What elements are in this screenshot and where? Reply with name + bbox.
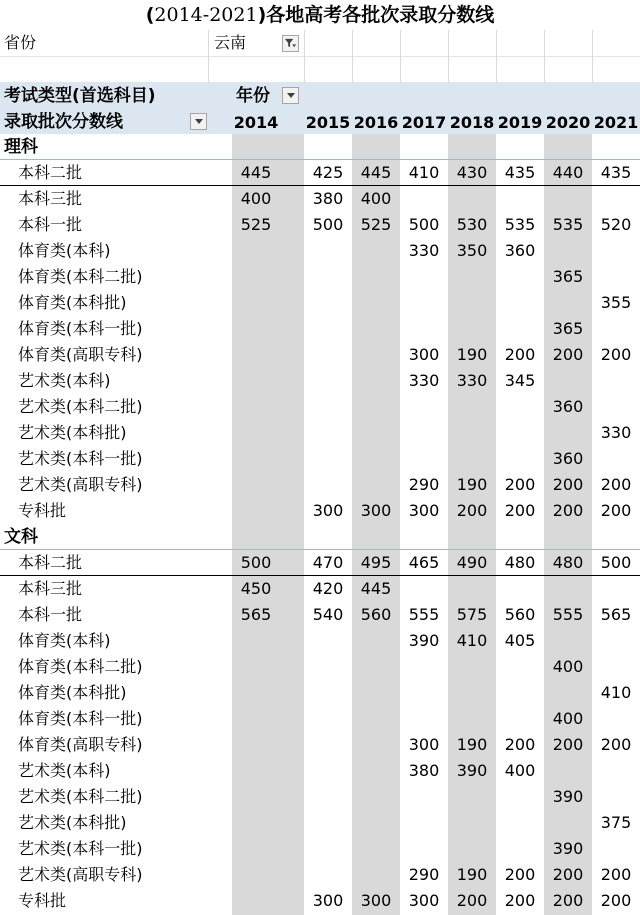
row-label: 艺术类(本科二批) <box>18 787 143 806</box>
row-label: 艺术类(本科一批) <box>18 839 143 858</box>
row-label: 本科三批 <box>18 189 83 208</box>
value-cell: 360 <box>504 241 536 260</box>
value-cell: 450 <box>240 579 272 598</box>
row-label: 艺术类(本科批) <box>18 423 127 442</box>
gridline <box>496 30 497 82</box>
value-cell: 480 <box>552 553 584 572</box>
value-cell: 390 <box>456 761 488 780</box>
value-cell: 200 <box>504 475 536 494</box>
row-label: 艺术类(高职专科) <box>18 865 143 884</box>
year-header-2016: 2016 <box>353 113 399 132</box>
gridline <box>208 30 209 82</box>
value-cell: 445 <box>360 579 392 598</box>
value-cell: 410 <box>456 631 488 650</box>
value-cell: 400 <box>240 189 272 208</box>
gridline <box>448 30 449 82</box>
value-cell: 200 <box>504 345 536 364</box>
value-cell: 200 <box>600 891 632 910</box>
year-column-shade <box>232 134 304 915</box>
column-field-header: 年份 <box>236 86 270 106</box>
value-cell: 355 <box>600 293 632 312</box>
value-cell: 200 <box>552 345 584 364</box>
value-cell: 330 <box>456 371 488 390</box>
row-label: 艺术类(本科二批) <box>18 397 143 416</box>
value-cell: 390 <box>408 631 440 650</box>
value-cell: 300 <box>312 891 344 910</box>
value-cell: 200 <box>456 501 488 520</box>
title-years: 2014-2021 <box>154 4 258 26</box>
value-cell: 410 <box>600 683 632 702</box>
value-cell: 375 <box>600 813 632 832</box>
gridline <box>304 30 305 82</box>
value-cell: 330 <box>600 423 632 442</box>
value-cell: 300 <box>408 501 440 520</box>
chevron-down-icon <box>287 93 295 98</box>
value-cell: 300 <box>408 345 440 364</box>
group-header-0: 理科 <box>4 137 38 157</box>
year-header-2015: 2015 <box>305 113 351 132</box>
value-cell: 565 <box>240 605 272 624</box>
value-cell: 200 <box>552 735 584 754</box>
batch-filter-dropdown[interactable] <box>190 113 207 130</box>
value-cell: 200 <box>552 865 584 884</box>
value-cell: 330 <box>408 371 440 390</box>
gridline <box>544 30 545 82</box>
value-cell: 290 <box>408 475 440 494</box>
gridline <box>400 30 401 82</box>
value-cell: 300 <box>312 501 344 520</box>
row-label: 艺术类(本科一批) <box>18 449 143 468</box>
value-cell: 200 <box>504 865 536 884</box>
filter-label: 省份 <box>4 33 37 52</box>
value-cell: 435 <box>600 163 632 182</box>
value-cell: 500 <box>408 215 440 234</box>
row-label: 艺术类(本科批) <box>18 813 127 832</box>
sheet-title <box>0 0 640 30</box>
chevron-down-icon <box>195 119 203 124</box>
row-label: 本科一批 <box>18 605 83 624</box>
value-cell: 445 <box>360 163 392 182</box>
gridline <box>592 30 593 82</box>
year-header-2014: 2014 <box>233 113 279 132</box>
value-cell: 490 <box>456 553 488 572</box>
value-cell: 440 <box>552 163 584 182</box>
value-cell: 520 <box>600 215 632 234</box>
value-cell: 535 <box>504 215 536 234</box>
row-label: 本科一批 <box>18 215 83 234</box>
value-cell: 290 <box>408 865 440 884</box>
row-label: 体育类(本科) <box>18 241 111 260</box>
funnel-icon <box>285 38 296 49</box>
value-cell: 420 <box>312 579 344 598</box>
value-cell: 445 <box>240 163 272 182</box>
value-cell: 495 <box>360 553 392 572</box>
value-cell: 200 <box>600 475 632 494</box>
row-label: 艺术类(高职专科) <box>18 475 143 494</box>
row-label: 体育类(本科二批) <box>18 267 143 286</box>
value-cell: 405 <box>504 631 536 650</box>
value-cell: 350 <box>456 241 488 260</box>
value-cell: 360 <box>552 397 584 416</box>
value-cell: 345 <box>504 371 536 390</box>
value-cell: 400 <box>504 761 536 780</box>
value-cell: 410 <box>408 163 440 182</box>
value-cell: 575 <box>456 605 488 624</box>
filter-dropdown-button[interactable] <box>282 35 299 52</box>
year-header-2018: 2018 <box>449 113 495 132</box>
row-label: 本科二批 <box>18 163 83 182</box>
value-cell: 200 <box>504 735 536 754</box>
value-cell: 200 <box>600 345 632 364</box>
row-label: 体育类(高职专科) <box>18 345 143 364</box>
value-cell: 200 <box>600 735 632 754</box>
value-cell: 390 <box>552 787 584 806</box>
year-filter-dropdown[interactable] <box>282 87 299 104</box>
value-cell: 190 <box>456 735 488 754</box>
filter-value: 云南 <box>214 33 247 52</box>
row-label: 体育类(本科一批) <box>18 319 143 338</box>
row-field-1-header: 考试类型(首选科目) <box>4 86 156 106</box>
value-cell: 190 <box>456 865 488 884</box>
value-cell: 470 <box>312 553 344 572</box>
value-cell: 200 <box>504 501 536 520</box>
value-cell: 300 <box>408 891 440 910</box>
value-cell: 365 <box>552 267 584 286</box>
value-cell: 380 <box>312 189 344 208</box>
value-cell: 360 <box>552 449 584 468</box>
value-cell: 525 <box>240 215 272 234</box>
row-label: 艺术类(本科) <box>18 761 111 780</box>
row-label: 体育类(本科批) <box>18 683 127 702</box>
value-cell: 560 <box>504 605 536 624</box>
value-cell: 400 <box>360 189 392 208</box>
value-cell: 300 <box>360 891 392 910</box>
value-cell: 430 <box>456 163 488 182</box>
value-cell: 400 <box>552 709 584 728</box>
year-column-shade <box>352 134 400 915</box>
value-cell: 400 <box>552 657 584 676</box>
year-header-2021: 2021 <box>593 113 639 132</box>
value-cell: 480 <box>504 553 536 572</box>
value-cell: 200 <box>600 501 632 520</box>
value-cell: 500 <box>240 553 272 572</box>
row-field-2-header: 录取批次分数线 <box>4 112 123 132</box>
row-label: 体育类(本科) <box>18 631 111 650</box>
row-label: 专科批 <box>18 891 67 910</box>
value-cell: 425 <box>312 163 344 182</box>
value-cell: 190 <box>456 475 488 494</box>
row-label: 体育类(高职专科) <box>18 735 143 754</box>
year-header-2020: 2020 <box>545 113 591 132</box>
year-header-2019: 2019 <box>497 113 543 132</box>
row-label: 体育类(本科二批) <box>18 657 143 676</box>
value-cell: 200 <box>552 891 584 910</box>
value-cell: 190 <box>456 345 488 364</box>
value-cell: 200 <box>600 865 632 884</box>
row-label: 体育类(本科一批) <box>18 709 143 728</box>
row-label: 体育类(本科批) <box>18 293 127 312</box>
value-cell: 380 <box>408 761 440 780</box>
value-cell: 200 <box>552 501 584 520</box>
value-cell: 555 <box>552 605 584 624</box>
value-cell: 530 <box>456 215 488 234</box>
row-label: 本科三批 <box>18 579 83 598</box>
value-cell: 435 <box>504 163 536 182</box>
value-cell: 565 <box>600 605 632 624</box>
row-label: 专科批 <box>18 501 67 520</box>
value-cell: 200 <box>504 891 536 910</box>
value-cell: 540 <box>312 605 344 624</box>
title-paren-open: ( <box>145 4 155 26</box>
value-cell: 300 <box>360 501 392 520</box>
value-cell: 500 <box>600 553 632 572</box>
title-text: )各地高考各批次录取分数线 <box>257 4 495 26</box>
value-cell: 300 <box>408 735 440 754</box>
group-header-1: 文科 <box>4 527 38 547</box>
value-cell: 535 <box>552 215 584 234</box>
value-cell: 390 <box>552 839 584 858</box>
value-cell: 500 <box>312 215 344 234</box>
row-label: 本科二批 <box>18 553 83 572</box>
value-cell: 560 <box>360 605 392 624</box>
gridline <box>352 30 353 82</box>
value-cell: 200 <box>552 475 584 494</box>
value-cell: 365 <box>552 319 584 338</box>
value-cell: 330 <box>408 241 440 260</box>
year-header-2017: 2017 <box>401 113 447 132</box>
value-cell: 200 <box>456 891 488 910</box>
row-label: 艺术类(本科) <box>18 371 111 390</box>
value-cell: 525 <box>360 215 392 234</box>
value-cell: 465 <box>408 553 440 572</box>
value-cell: 555 <box>408 605 440 624</box>
